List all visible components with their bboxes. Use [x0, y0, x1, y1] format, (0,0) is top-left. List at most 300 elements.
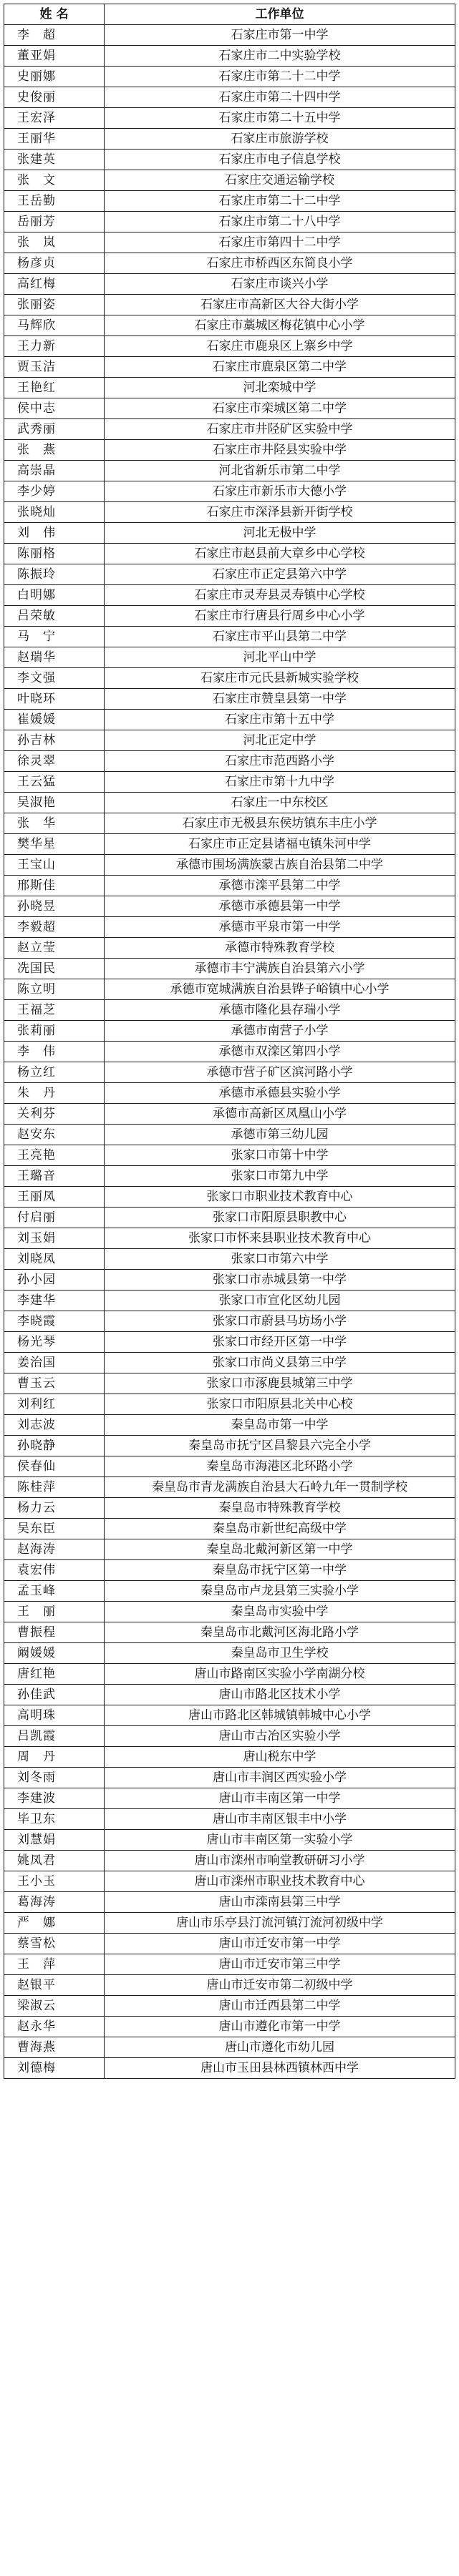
person-name: 刘利红: [4, 1394, 105, 1415]
person-name: 吴淑艳: [4, 793, 105, 813]
table-row: [4, 1747, 455, 1768]
table-row: [4, 336, 455, 357]
table-row: [4, 2058, 455, 2079]
person-name: 王小玉: [4, 1871, 105, 1892]
person-name: 侯春仙: [4, 1456, 105, 1477]
person-name: 曹振程: [4, 1622, 105, 1643]
person-name: 严 娜: [4, 1913, 105, 1934]
table-row: [4, 212, 455, 232]
work-unit: 石家庄市井陉矿区实验中学: [105, 419, 455, 440]
table-row: [4, 87, 455, 108]
name-column-header: 姓 名: [4, 4, 105, 25]
work-unit: 石家庄市元氏县新城实验学校: [105, 668, 455, 689]
work-unit: 石家庄市旅游学校: [105, 129, 455, 150]
work-unit: 唐山市滦州市响堂教研研习小学: [105, 1851, 455, 1871]
table-row: [4, 1249, 455, 1270]
table-row: [4, 772, 455, 793]
work-unit: 秦皇岛市卢龙县第三实验小学: [105, 1581, 455, 1602]
table-row: [4, 544, 455, 564]
table-row: [4, 1062, 455, 1083]
table-row: [4, 1996, 455, 2017]
table-row: [4, 1228, 455, 1249]
person-name: 朱 丹: [4, 1083, 105, 1104]
work-unit: 秦皇岛市实验中学: [105, 1602, 455, 1622]
work-unit: 石家庄市井陉县实验中学: [105, 440, 455, 461]
work-unit: 石家庄市行唐县行周乡中心小学: [105, 606, 455, 627]
person-name: 李 超: [4, 25, 105, 46]
table-row: [4, 959, 455, 979]
table-row: [4, 1705, 455, 1726]
award-list-table: [4, 4, 455, 2079]
table-row: [4, 150, 455, 170]
person-name: 王 丽: [4, 1602, 105, 1622]
table-row: [4, 357, 455, 378]
table-row: [4, 2017, 455, 2037]
person-name: 孙吉林: [4, 730, 105, 751]
work-unit: 唐山市乐亭县汀流河镇汀流河初级中学: [105, 1913, 455, 1934]
work-unit: 唐山市滦南县第三中学: [105, 1892, 455, 1913]
table-row: [4, 295, 455, 315]
work-unit: 承德市宽城满族自治县铧子峪镇中心小学: [105, 979, 455, 1000]
person-name: 王璐音: [4, 1166, 105, 1187]
work-unit: 唐山市迁安市第一中学: [105, 1934, 455, 1954]
person-name: 张丽姿: [4, 295, 105, 315]
table-row: [4, 129, 455, 150]
work-unit: 秦皇岛市抚宁区昌黎县六完全小学: [105, 1436, 455, 1456]
person-name: 关利芬: [4, 1104, 105, 1125]
table-row: [4, 606, 455, 627]
table-row: [4, 1373, 455, 1394]
table-row: [4, 1726, 455, 1747]
table-row: [4, 25, 455, 46]
table-row: [4, 564, 455, 585]
person-name: 王宏泽: [4, 108, 105, 129]
table-row: [4, 1394, 455, 1415]
table-row: [4, 1581, 455, 1602]
person-name: 王丽凤: [4, 1187, 105, 1208]
person-name: 王岳勤: [4, 191, 105, 212]
table-row: [4, 232, 455, 253]
person-name: 白明娜: [4, 585, 105, 606]
person-name: 陈立明: [4, 979, 105, 1000]
work-unit: 承德市滦平县第二中学: [105, 876, 455, 896]
person-name: 张 岚: [4, 232, 105, 253]
person-name: 赵安东: [4, 1125, 105, 1145]
work-unit: 石家庄市高新区大谷大街小学: [105, 295, 455, 315]
table-row: [4, 398, 455, 419]
person-name: 李 伟: [4, 1042, 105, 1062]
table-row: [4, 1042, 455, 1062]
table-row: [4, 585, 455, 606]
work-unit: 秦皇岛市青龙满族自治县大石岭九年一贯制学校: [105, 1477, 455, 1498]
table-row: [4, 502, 455, 523]
person-name: 史俊丽: [4, 87, 105, 108]
person-name: 高红梅: [4, 274, 105, 295]
table-row: [4, 170, 455, 191]
table-row: [4, 1913, 455, 1934]
work-unit: 河北无极中学: [105, 523, 455, 544]
table-row: [4, 938, 455, 959]
person-name: 孙晓静: [4, 1436, 105, 1456]
work-unit: 承德市承德县实验小学: [105, 1083, 455, 1104]
person-name: 刘慧娟: [4, 1830, 105, 1851]
table-row: [4, 1892, 455, 1913]
table-row: [4, 751, 455, 772]
table-row: [4, 1975, 455, 1996]
table-row: [4, 1291, 455, 1311]
person-name: 马辉欣: [4, 315, 105, 336]
table-row: [4, 1456, 455, 1477]
work-unit: 唐山市遵化市第一中学: [105, 2017, 455, 2037]
table-row: [4, 191, 455, 212]
work-unit: 石家庄市范西路小学: [105, 751, 455, 772]
work-unit: 唐山市玉田县林西镇林西中学: [105, 2058, 455, 2079]
work-unit: 秦皇岛市特殊教育学校: [105, 1498, 455, 1519]
person-name: 唐红艳: [4, 1664, 105, 1685]
work-unit: 石家庄市第四十二中学: [105, 232, 455, 253]
person-name: 赵银平: [4, 1975, 105, 1996]
work-unit: 张家口市蔚县马坊场小学: [105, 1311, 455, 1332]
table-row: [4, 274, 455, 295]
person-name: 王丽华: [4, 129, 105, 150]
table-row: [4, 1498, 455, 1519]
work-unit: 河北平山中学: [105, 647, 455, 668]
person-name: 王福芝: [4, 1000, 105, 1021]
work-unit: 河北栾城中学: [105, 378, 455, 398]
work-unit: 石家庄市正定县第六中学: [105, 564, 455, 585]
work-unit: 承德市承德县第一中学: [105, 896, 455, 917]
table-row: [4, 1021, 455, 1042]
work-unit: 石家庄交通运输学校: [105, 170, 455, 191]
work-unit: 唐山市古冶区实验小学: [105, 1726, 455, 1747]
person-name: 张莉丽: [4, 1021, 105, 1042]
work-unit: 唐山市丰南区银丰中小学: [105, 1809, 455, 1830]
work-unit: 唐山市路北区韩城镇韩城中心小学: [105, 1705, 455, 1726]
table-row: [4, 793, 455, 813]
person-name: 杨力云: [4, 1498, 105, 1519]
work-unit: 石家庄市鹿泉区上寨乡中学: [105, 336, 455, 357]
person-name: 张 燕: [4, 440, 105, 461]
table-row: [4, 730, 455, 751]
work-unit: 石家庄市深泽县新开街学校: [105, 502, 455, 523]
table-row: [4, 2037, 455, 2058]
table-row: [4, 1602, 455, 1622]
table-row: [4, 813, 455, 834]
work-unit: 承德市围场满族蒙古族自治县第二中学: [105, 855, 455, 876]
person-name: 刘晓凤: [4, 1249, 105, 1270]
table-row: [4, 1851, 455, 1871]
work-unit: 张家口市尚义县第三中学: [105, 1353, 455, 1373]
person-name: 姚凤君: [4, 1851, 105, 1871]
table-row: [4, 461, 455, 481]
work-unit: 河北省新乐市第二中学: [105, 461, 455, 481]
table-row: [4, 1830, 455, 1851]
work-unit: 张家口市涿鹿县城第三中学: [105, 1373, 455, 1394]
work-unit: 张家口市宣化区幼儿园: [105, 1291, 455, 1311]
table-row: [4, 1519, 455, 1539]
table-row: [4, 876, 455, 896]
work-unit: 承德市隆化县存瑞小学: [105, 1000, 455, 1021]
table-row: [4, 378, 455, 398]
person-name: 葛海涛: [4, 1892, 105, 1913]
work-unit: 张家口市阳原县北关中心校: [105, 1394, 455, 1415]
work-unit: 石家庄市第十五中学: [105, 710, 455, 730]
table-row: [4, 1166, 455, 1187]
table-row: [4, 1560, 455, 1581]
table-row: [4, 1353, 455, 1373]
table-row: [4, 1477, 455, 1498]
table-row: [4, 1332, 455, 1353]
table-row: [4, 627, 455, 647]
person-name: 张建英: [4, 150, 105, 170]
work-unit: 唐山市迁安市第二初级中学: [105, 1975, 455, 1996]
work-unit: 承德市特殊教育学校: [105, 938, 455, 959]
table-row: [4, 481, 455, 502]
work-unit: 石家庄市电子信息学校: [105, 150, 455, 170]
work-unit: 石家庄市第一中学: [105, 25, 455, 46]
table-row: [4, 979, 455, 1000]
work-unit: 石家庄市第十九中学: [105, 772, 455, 793]
person-name: 刘志波: [4, 1415, 105, 1436]
work-unit: 唐山市丰南区第一中学: [105, 1788, 455, 1809]
person-name: 孙晓昱: [4, 896, 105, 917]
work-unit: 石家庄市鹿泉区第二中学: [105, 357, 455, 378]
person-name: 邢斯佳: [4, 876, 105, 896]
work-unit: 唐山税东中学: [105, 1747, 455, 1768]
table-row: [4, 419, 455, 440]
person-name: 高崇晶: [4, 461, 105, 481]
work-unit: 唐山市迁西县第二中学: [105, 1996, 455, 2017]
person-name: 王力新: [4, 336, 105, 357]
table-row: [4, 1934, 455, 1954]
person-name: 袁宏伟: [4, 1560, 105, 1581]
work-unit: 石家庄市赞皇县第一中学: [105, 689, 455, 710]
table-row: [4, 917, 455, 938]
work-unit: 石家庄市二中实验学校: [105, 46, 455, 67]
person-name: 赵立莹: [4, 938, 105, 959]
person-name: 李建华: [4, 1291, 105, 1311]
table-row: [4, 1685, 455, 1705]
table-row: [4, 1788, 455, 1809]
work-unit: 石家庄市平山县第二中学: [105, 627, 455, 647]
work-unit: 秦皇岛市海港区北环路小学: [105, 1456, 455, 1477]
work-unit: 河北正定中学: [105, 730, 455, 751]
work-unit: 石家庄市谈兴小学: [105, 274, 455, 295]
work-unit: 唐山市滦州市职业技术教育中心: [105, 1871, 455, 1892]
person-name: 阚媛媛: [4, 1643, 105, 1664]
work-unit: 石家庄一中东校区: [105, 793, 455, 813]
person-name: 王宝山: [4, 855, 105, 876]
work-unit: 秦皇岛市新世纪高级中学: [105, 1519, 455, 1539]
person-name: 叶晓环: [4, 689, 105, 710]
work-unit: 承德市高新区凤凰山小学: [105, 1104, 455, 1125]
person-name: 杨立红: [4, 1062, 105, 1083]
person-name: 张晓灿: [4, 502, 105, 523]
person-name: 刘德梅: [4, 2058, 105, 2079]
work-unit: 石家庄市藁城区梅花镇中心小学: [105, 315, 455, 336]
table-row: [4, 834, 455, 855]
person-name: 王 萍: [4, 1954, 105, 1975]
work-unit: 唐山市迁安市第三中学: [105, 1954, 455, 1975]
person-name: 吴东臣: [4, 1519, 105, 1539]
table-row: [4, 1104, 455, 1125]
person-name: 吕凯霞: [4, 1726, 105, 1747]
person-name: 赵瑞华: [4, 647, 105, 668]
work-unit: 张家口市第六中学: [105, 1249, 455, 1270]
table-row: [4, 440, 455, 461]
work-unit: 石家庄市正定县诸福屯镇朱河中学: [105, 834, 455, 855]
person-name: 王艳红: [4, 378, 105, 398]
work-unit: 秦皇岛市第一中学: [105, 1415, 455, 1436]
person-name: 史丽娜: [4, 67, 105, 87]
person-name: 刘玉娟: [4, 1228, 105, 1249]
unit-column-header: 工作单位: [105, 4, 455, 25]
table-row: [4, 1664, 455, 1685]
person-name: 武秀丽: [4, 419, 105, 440]
person-name: 孙小园: [4, 1270, 105, 1291]
table-row: [4, 1809, 455, 1830]
person-name: 刘冬雨: [4, 1768, 105, 1788]
work-unit: 石家庄市新乐市大德小学: [105, 481, 455, 502]
person-name: 赵海涛: [4, 1539, 105, 1560]
work-unit: 唐山市路南区实验小学南湖分校: [105, 1664, 455, 1685]
work-unit: 承德市丰宁满族自治县第六小学: [105, 959, 455, 979]
work-unit: 承德市南营子小学: [105, 1021, 455, 1042]
person-name: 王云猛: [4, 772, 105, 793]
work-unit: 石家庄市栾城区第二中学: [105, 398, 455, 419]
person-name: 孙佳武: [4, 1685, 105, 1705]
person-name: 陈桂萍: [4, 1477, 105, 1498]
person-name: 王亮艳: [4, 1145, 105, 1166]
person-name: 李晓霞: [4, 1311, 105, 1332]
person-name: 付启丽: [4, 1208, 105, 1228]
table-row: [4, 1208, 455, 1228]
person-name: 蔡雪松: [4, 1934, 105, 1954]
person-name: 杨彦贞: [4, 253, 105, 274]
table-row: [4, 1311, 455, 1332]
work-unit: 张家口市经开区第一中学: [105, 1332, 455, 1353]
work-unit: 承德市双滦区第四小学: [105, 1042, 455, 1062]
work-unit: 石家庄市灵寿县灵寿镇中心学校: [105, 585, 455, 606]
table-row: [4, 896, 455, 917]
person-name: 侯中志: [4, 398, 105, 419]
person-name: 孟玉峰: [4, 1581, 105, 1602]
work-unit: 张家口市赤城县第一中学: [105, 1270, 455, 1291]
table-row: [4, 668, 455, 689]
table-row: [4, 108, 455, 129]
person-name: 曹玉云: [4, 1373, 105, 1394]
table-body: [4, 25, 455, 2079]
person-name: 高明珠: [4, 1705, 105, 1726]
work-unit: 承德市第三幼儿园: [105, 1125, 455, 1145]
work-unit: 石家庄市第二十二中学: [105, 191, 455, 212]
work-unit: 张家口市第十中学: [105, 1145, 455, 1166]
table-row: [4, 1187, 455, 1208]
work-unit: 石家庄市无极县东侯坊镇东丰庄小学: [105, 813, 455, 834]
table-row: [4, 1643, 455, 1664]
work-unit: 唐山市路北区技术小学: [105, 1685, 455, 1705]
table-row: [4, 46, 455, 67]
person-name: 周 丹: [4, 1747, 105, 1768]
person-name: 樊华星: [4, 834, 105, 855]
work-unit: 石家庄市第二十四中学: [105, 87, 455, 108]
table-row: [4, 1768, 455, 1788]
table-header-row: [4, 4, 455, 25]
person-name: 董亚娟: [4, 46, 105, 67]
work-unit: 承德市营子矿区滨河路小学: [105, 1062, 455, 1083]
person-name: 冼国民: [4, 959, 105, 979]
person-name: 陈丽格: [4, 544, 105, 564]
table-row: [4, 1270, 455, 1291]
person-name: 李建波: [4, 1788, 105, 1809]
work-unit: 秦皇岛市抚宁区第一中学: [105, 1560, 455, 1581]
person-name: 崔媛媛: [4, 710, 105, 730]
work-unit: 石家庄市桥西区东简良小学: [105, 253, 455, 274]
person-name: 张 华: [4, 813, 105, 834]
work-unit: 承德市平泉市第一中学: [105, 917, 455, 938]
person-name: 毕卫东: [4, 1809, 105, 1830]
table-row: [4, 1415, 455, 1436]
table-row: [4, 1954, 455, 1975]
person-name: 吕荣敏: [4, 606, 105, 627]
person-name: 李少婷: [4, 481, 105, 502]
work-unit: 秦皇岛市卫生学校: [105, 1643, 455, 1664]
table-row: [4, 253, 455, 274]
table-row: [4, 647, 455, 668]
work-unit: 张家口市怀来县职业技术教育中心: [105, 1228, 455, 1249]
table-row: [4, 1436, 455, 1456]
person-name: 李毅超: [4, 917, 105, 938]
table-row: [4, 710, 455, 730]
table-row: [4, 1539, 455, 1560]
table-row: [4, 523, 455, 544]
work-unit: 石家庄市第二十八中学: [105, 212, 455, 232]
work-unit: 张家口市第九中学: [105, 1166, 455, 1187]
person-name: 杨光琴: [4, 1332, 105, 1353]
work-unit: 秦皇岛市北戴河区海北路小学: [105, 1622, 455, 1643]
work-unit: 石家庄市赵县前大章乡中心学校: [105, 544, 455, 564]
person-name: 贾玉洁: [4, 357, 105, 378]
work-unit: 唐山市丰南区第一实验小学: [105, 1830, 455, 1851]
person-name: 马 宁: [4, 627, 105, 647]
table-row: [4, 855, 455, 876]
table-row: [4, 1125, 455, 1145]
work-unit: 秦皇岛北戴河新区第一中学: [105, 1539, 455, 1560]
table-row: [4, 315, 455, 336]
table-row: [4, 1871, 455, 1892]
person-name: 刘 伟: [4, 523, 105, 544]
table-row: [4, 67, 455, 87]
table-row: [4, 1145, 455, 1166]
person-name: 张 文: [4, 170, 105, 191]
table-row: [4, 689, 455, 710]
work-unit: 石家庄市第二十五中学: [105, 108, 455, 129]
work-unit: 张家口市职业技术教育中心: [105, 1187, 455, 1208]
person-name: 陈振玲: [4, 564, 105, 585]
work-unit: 唐山市遵化市幼儿园: [105, 2037, 455, 2058]
person-name: 赵永华: [4, 2017, 105, 2037]
person-name: 梁淑云: [4, 1996, 105, 2017]
table-row: [4, 1622, 455, 1643]
person-name: 曹海燕: [4, 2037, 105, 2058]
person-name: 岳丽芳: [4, 212, 105, 232]
person-name: 李文强: [4, 668, 105, 689]
work-unit: 唐山市丰润区西实验小学: [105, 1768, 455, 1788]
work-unit: 石家庄市第二十二中学: [105, 67, 455, 87]
person-name: 姜治国: [4, 1353, 105, 1373]
table-row: [4, 1000, 455, 1021]
person-name: 徐灵翠: [4, 751, 105, 772]
